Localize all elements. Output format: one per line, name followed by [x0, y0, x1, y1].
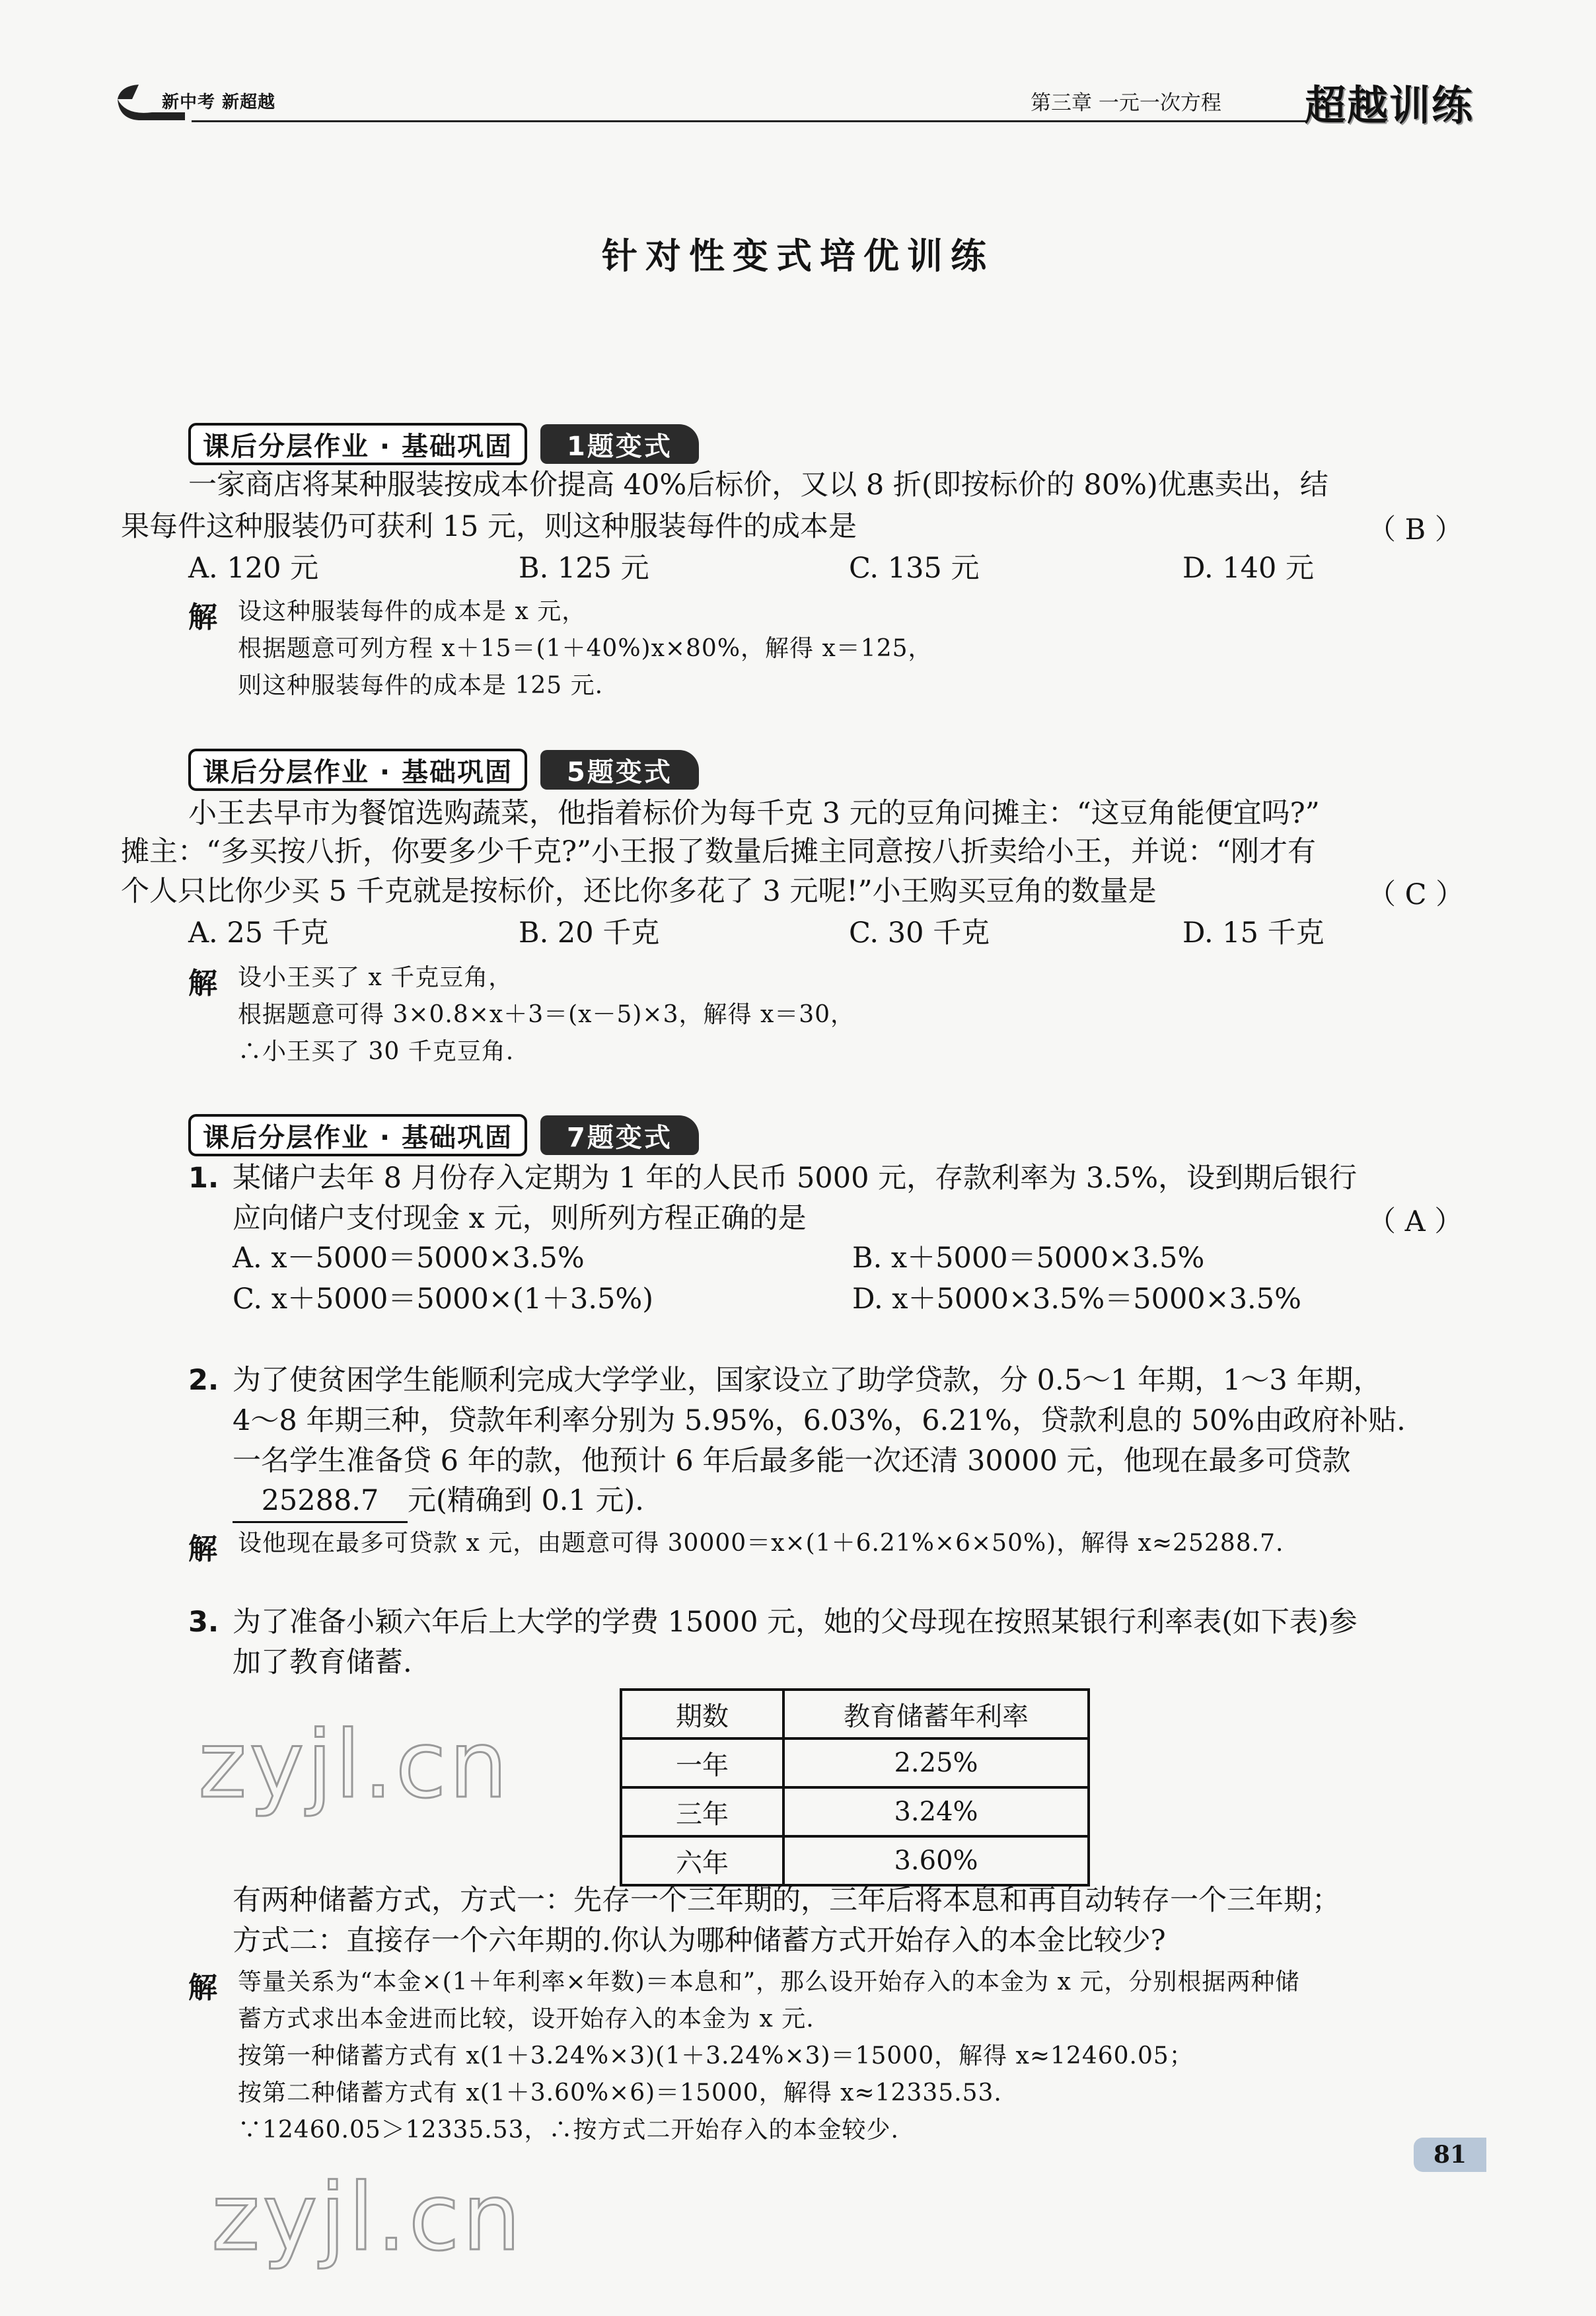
question-line: 4～8 年期三种，贷款年利率分别为 5.95%，6.03%，6.21%，贷款利息的 50%由政府补贴. [233, 1404, 1406, 1437]
question-line: 方式二：直接存一个六年期的.你认为哪种储蓄方式开始存入的本金比较少? [233, 1924, 1166, 1957]
solution-line: 蓄方式求出本金进而比较，设开始存入的本金为 x 元. [238, 2005, 815, 2033]
answer-choice: （ A ） [1367, 1205, 1463, 1238]
question-line: 应向储户支付现金 x 元，则所列方程正确的是 [233, 1202, 807, 1235]
table-row [621, 1738, 1089, 1787]
option-d: D. 140 元 [1182, 552, 1315, 585]
question-line: 摊主：“多买按八折，你要多少千克?”小王报了数量后摊主同意按八折卖给小王，并说：“刚才有 [121, 835, 1317, 868]
table-header-cell: 教育储蓄年利率 [783, 1690, 1089, 1738]
header-rule [192, 120, 1308, 122]
header-chapter: 第三章 一元一次方程 [1031, 91, 1221, 115]
page-number: 81 [1414, 2138, 1486, 2172]
solution-mark: 解 [188, 967, 217, 1000]
option-b: B. 125 元 [519, 552, 649, 585]
fill-blank-line [233, 1480, 644, 1523]
question-line: 个人只比你少买 5 千克就是按标价，还比你多花了 3 元呢!”小王购买豆角的数量是 [121, 875, 1157, 908]
question-number: 1. [188, 1162, 219, 1195]
question-number: 2. [188, 1364, 219, 1397]
table-cell: 3.60% [783, 1836, 1089, 1885]
solution-mark: 解 [188, 1971, 217, 2005]
question-line: 为了准备小颖六年后上大学的学费 15000 元，她的父母现在按照某银行利率表(如下表)参 [233, 1606, 1358, 1639]
table-cell: 3.24% [783, 1787, 1089, 1836]
solution-mark: 解 [188, 601, 217, 634]
solution-line: 设他现在最多可贷款 x 元，由题意可得 30000＝x×(1＋6.21%×6×50%)，解得 x≈25288.7. [238, 1530, 1284, 1557]
answer-choice: （ C ） [1367, 878, 1465, 911]
option-a: A. 25 千克 [188, 916, 329, 950]
table-cell: 六年 [621, 1836, 783, 1885]
answer-choice: （ B ） [1367, 513, 1463, 546]
section-tag-label: 课后分层作业 · 基础巩固 [188, 423, 527, 465]
solution-line: ∵12460.05＞12335.53，∴按方式二开始存入的本金较少. [238, 2116, 899, 2144]
variant-badge: 7题变式 [540, 1115, 699, 1155]
fill-blank-tail: 元(精确到 0.1 元). [408, 1484, 644, 1517]
variant-badge: 1题变式 [540, 424, 699, 464]
option-a: A. 120 元 [188, 552, 319, 585]
solution-line: 按第二种储蓄方式有 x(1＋3.60%×6)＝15000，解得 x≈12335.53. [238, 2079, 1002, 2107]
option-c: C. 135 元 [849, 552, 980, 585]
table-header-cell: 期数 [621, 1690, 783, 1738]
solution-line: 设小王买了 x 千克豆角， [238, 964, 513, 991]
section-tag [188, 747, 699, 792]
question-line: 果每件这种服装仍可获利 15 元，则这种服装每件的成本是 [121, 510, 857, 543]
section-tag-label: 课后分层作业 · 基础巩固 [188, 1114, 527, 1156]
question-line: 一名学生准备贷 6 年的款，他预计 6 年后最多能一次还清 30000 元，他现在最多可贷款 [233, 1444, 1351, 1477]
option-c: C. 30 千克 [849, 916, 990, 950]
table-cell: 一年 [621, 1738, 783, 1787]
solution-line: 根据题意可列方程 x＋15＝(1＋40%)x×80%，解得 x＝125， [238, 635, 933, 662]
question-line: 为了使贫困学生能顺利完成大学学业，国家设立了助学贷款，分 0.5～1 年期，1～3 年期， [233, 1364, 1382, 1397]
option-c: C. x＋5000＝5000×(1＋3.5%) [233, 1283, 654, 1316]
question-line: 小王去早市为餐馆选购蔬菜，他指着标价为每千克 3 元的豆角问摊主：“这豆角能便宜吗?” [188, 797, 1320, 830]
question-line: 加了教育储蓄. [233, 1646, 412, 1679]
option-a: A. x－5000＝5000×3.5% [233, 1242, 585, 1275]
option-d: D. x＋5000×3.5%＝5000×3.5% [852, 1283, 1301, 1316]
solution-mark: 解 [188, 1532, 217, 1566]
watermark: zyjl.cn [211, 2164, 524, 2272]
interest-rate-table [620, 1688, 1090, 1886]
table-row [621, 1787, 1089, 1836]
question-line: 一家商店将某种服装按成本价提高 40%后标价，又以 8 折(即按标价的 80%)优惠卖出，结 [188, 468, 1328, 502]
question-line: 某储户去年 8 月份存入定期为 1 年的人民币 5000 元，存款利率为 3.5%，设到期后银行 [233, 1162, 1358, 1195]
page-title: 针对性变式培优训练 [602, 235, 994, 277]
option-b: B. x＋5000＝5000×3.5% [852, 1242, 1205, 1275]
solution-line: 设这种服装每件的成本是 x 元， [238, 598, 587, 625]
table-cell: 三年 [621, 1787, 783, 1836]
solution-line: 按第一种储蓄方式有 x(1＋3.24%×3)(1＋3.24%×3)＝15000，解得 x≈12460.05； [238, 2042, 1194, 2070]
solution-line: 根据题意可得 3×0.8×x＋3＝(x－5)×3，解得 x＝30， [238, 1001, 855, 1028]
header-logo: 超越训练 [1305, 81, 1474, 130]
solution-line: 则这种服装每件的成本是 125 元. [238, 672, 604, 699]
section-tag-label: 课后分层作业 · 基础巩固 [188, 749, 527, 791]
section-tag [188, 1113, 699, 1158]
table-cell: 2.25% [783, 1738, 1089, 1787]
question-number: 3. [188, 1606, 219, 1639]
section-tag [188, 422, 699, 467]
solution-line: 等量关系为“本金×(1＋年利率×年数)＝本息和”，那么设开始存入的本金为 x 元，分别根据两种储 [238, 1968, 1300, 1996]
fill-blank-answer: 25288.7 [233, 1480, 408, 1523]
option-d: D. 15 千克 [1182, 916, 1324, 950]
option-b: B. 20 千克 [519, 916, 660, 950]
variant-badge: 5题变式 [540, 750, 699, 790]
table-row [621, 1836, 1089, 1885]
watermark: zyjl.cn [198, 1711, 511, 1819]
question-line: 有两种储蓄方式，方式一：先存一个三年期的，三年后将本息和再自动转存一个三年期； [233, 1884, 1340, 1917]
solution-line: ∴小王买了 30 千克豆角. [238, 1038, 515, 1065]
table-header-row [621, 1690, 1089, 1738]
header-brand: 新中考 新超越 [162, 93, 276, 112]
